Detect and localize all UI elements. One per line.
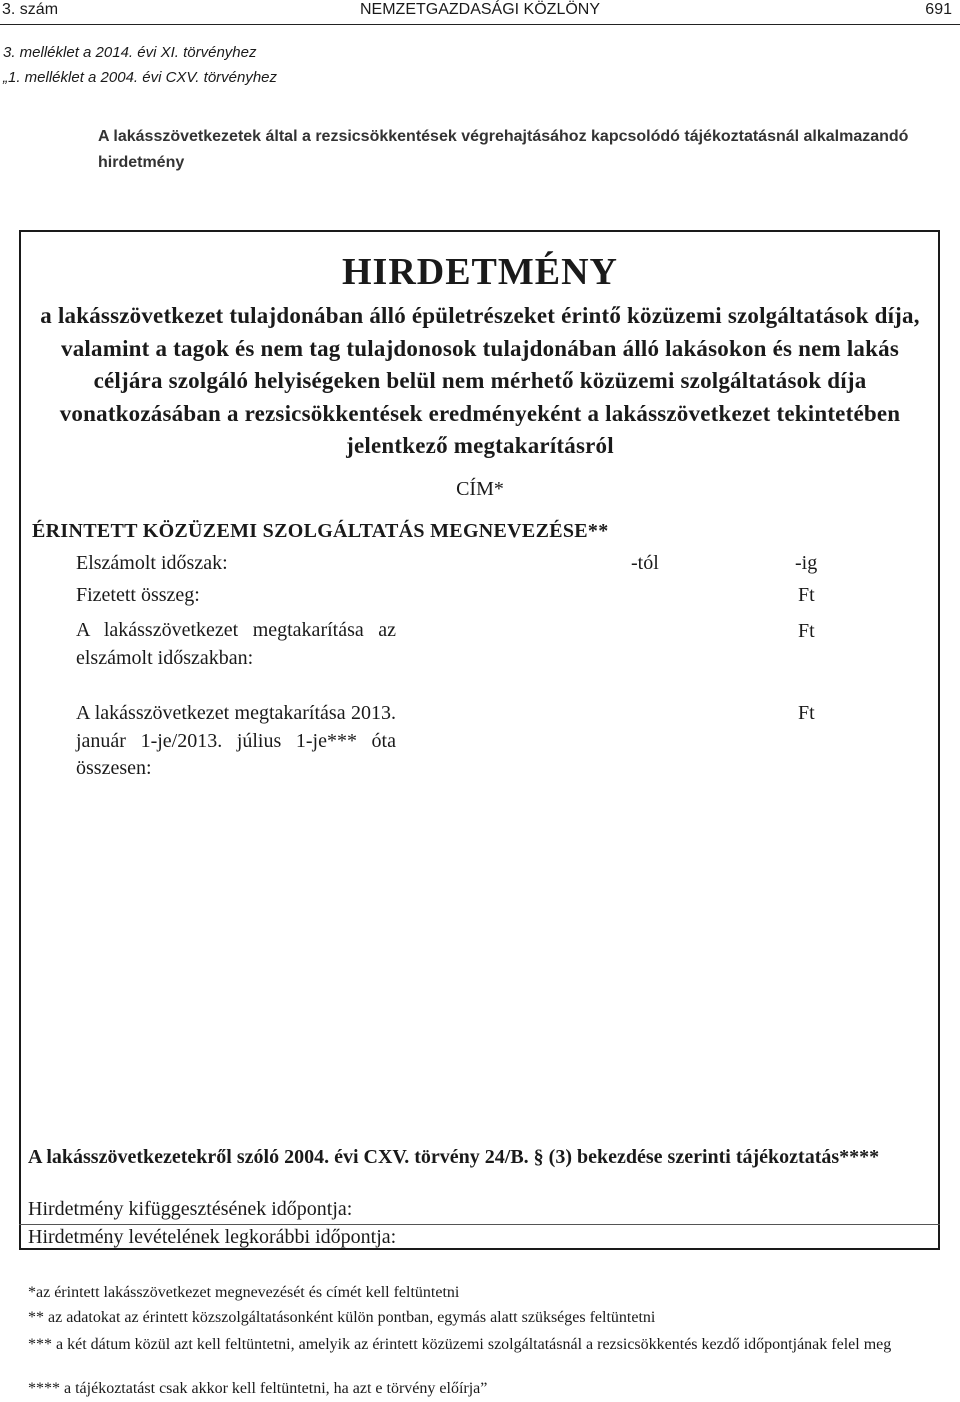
service-name-label: ÉRINTETT KÖZÜZEMI SZOLGÁLTATÁS MEGNEVEZÉSE** <box>32 520 609 542</box>
saving-period-label: A lakásszövetkezet megtakarítása az elszámolt időszakban: <box>76 619 396 669</box>
saving-total-unit: Ft <box>798 702 815 724</box>
notice-heading: HIRDETMÉNY <box>341 251 619 293</box>
legal-basis: A lakásszövetkezetekről szóló 2004. évi CXV. törvény 24/B. § (3) bekezdése szerinti tájékoztatás**** <box>28 1146 880 1168</box>
paid-amount-unit: Ft <box>798 584 815 606</box>
journal-name: NEMZETGAZDASÁGI KÖZLÖNY <box>359 1 601 18</box>
saving-total-label: A lakásszövetkezet megtakarítása 2013. január 1-je/2013. július 1-je*** óta összesen: <box>76 702 396 779</box>
period-to-suffix: -ig <box>795 552 818 574</box>
removal-date-label: Hirdetmény levételének legkorábbi időpontja: <box>28 1226 397 1248</box>
saving-period-unit: Ft <box>798 620 815 642</box>
document-title: A lakásszövetkezetek által a rezsicsökkentések végrehajtásához kapcsolódó tájékoztatásnál alkalmazandó hirdetmény <box>98 128 909 171</box>
footnote-3: *** a két dátum közül azt kell feltüntetni, amelyik az érintett közüzemi szolgáltatásnál a rezsicsökkentés kezdő időpontjának felel meg <box>28 1336 892 1353</box>
footnote-2: ** az adatokat az érintett közszolgáltatásonként külön pontban, egymás alatt szükséges feltüntetni <box>28 1309 656 1326</box>
period-from-suffix: -tól <box>631 552 659 574</box>
divider <box>19 1224 940 1225</box>
running-header <box>0 0 960 25</box>
page-number: 691 <box>925 1 952 18</box>
annex-reference: 3. melléklet a 2014. évi XI. törvényhez <box>3 44 257 61</box>
footnote-1: *az érintett lakásszövetkezet megnevezését és címét kell feltüntetni <box>28 1284 460 1301</box>
posting-date-label: Hirdetmény kifüggesztésének időpontja: <box>28 1198 353 1220</box>
notice-subject: a lakásszövetkezet tulajdonában álló épületrészeket érintő közüzemi szolgáltatások díja, valamint a tagok és nem tag tulajdonosok tulajdonában álló lakásokon és nem lakás céljára szolgáló helyiségeken belül nem mérhető közüzemi szolgáltatások díja vonatkozásában a rezsicsökkentések eredményeként a lakásszövetkezet tekintetében jelentkező megtakarításról <box>40 303 920 458</box>
issue-number: 3. szám <box>2 1 59 18</box>
annex-amendment-reference: „1. melléklet a 2004. évi CXV. törvényhez <box>3 69 278 86</box>
paid-amount-label: Fizetett összeg: <box>76 584 200 606</box>
address-label: CÍM* <box>456 478 504 500</box>
footnote-4: **** a tájékoztatást csak akkor kell feltüntetni, ha azt e törvény előírja” <box>28 1380 488 1397</box>
period-label: Elszámolt időszak: <box>76 552 228 574</box>
